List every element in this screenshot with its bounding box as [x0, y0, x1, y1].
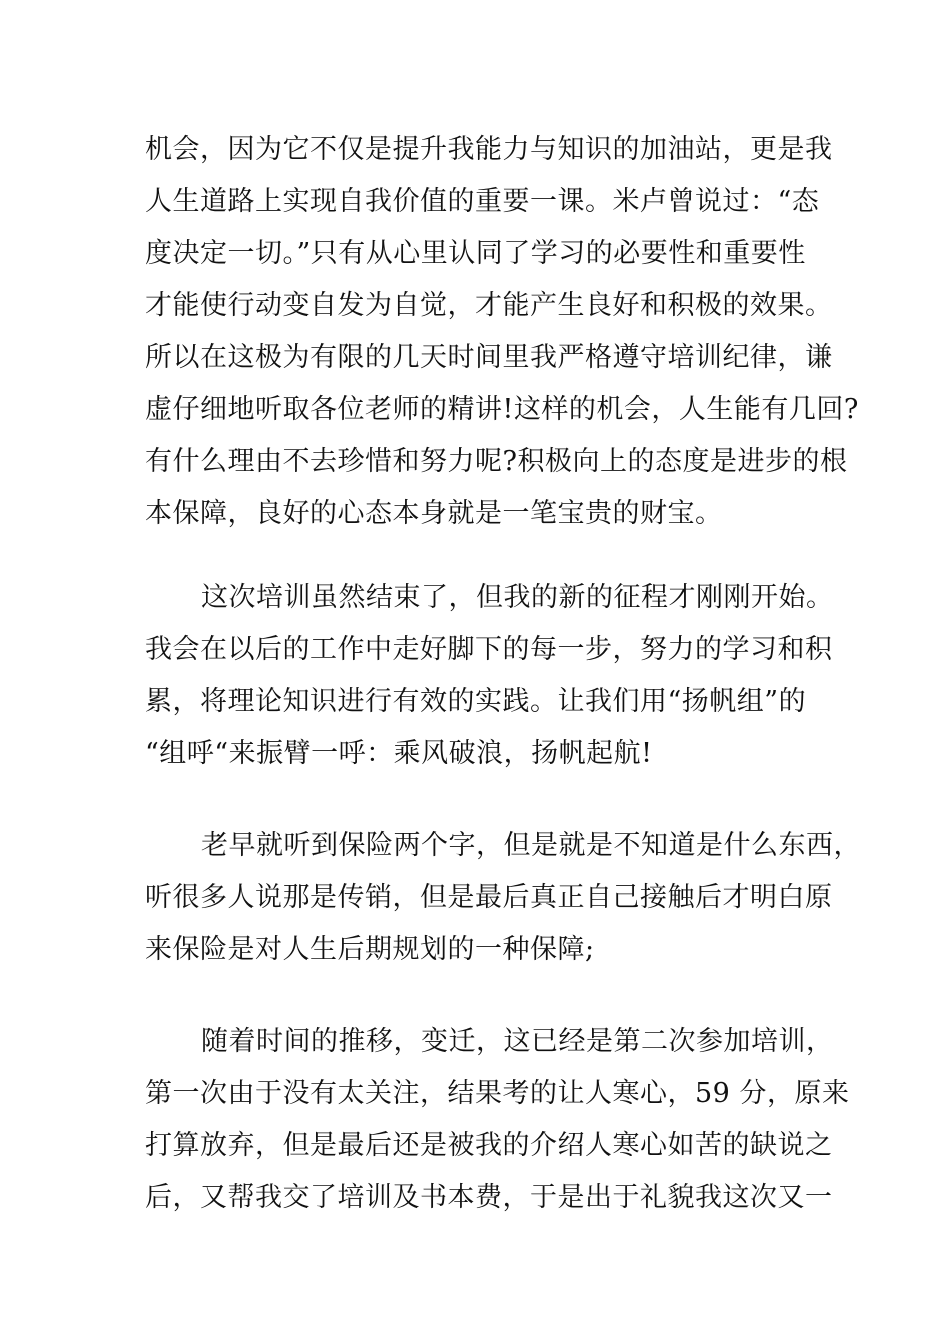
text-line: 后，又帮我交了培训及书本费，于是出于礼貌我这次又一: [145, 1182, 833, 1213]
text-line: 第一次由于没有太关注，结果考的让人寒心，59 分，原来: [145, 1078, 850, 1109]
text-line: 累，将理论知识进行有效的实践。让我们用“扬帆组”的: [145, 686, 807, 717]
text-line: 随着时间的推移，变迁，这已经是第二次参加培训，: [201, 1026, 834, 1057]
text-line: 听很多人说那是传销，但是最后真正自己接触后才明白原: [145, 882, 833, 913]
text-line: 虚仔细地听取各位老师的精讲!这样的机会，人生能有几回?: [145, 394, 859, 425]
text-line: 机会，因为它不仅是提升我能力与知识的加油站，更是我: [145, 134, 833, 165]
text-line: 老早就听到保险两个字，但是就是不知道是什么东西，: [201, 830, 861, 861]
text-line: 本保障，良好的心态本身就是一笔宝贵的财宝。: [145, 498, 723, 529]
text-line: 才能使行动变自发为自觉，才能产生良好和积极的效果。: [145, 290, 833, 321]
paragraph-new-journey: [145, 572, 834, 780]
text-line: 我会在以后的工作中走好脚下的每一步，努力的学习和积: [145, 634, 833, 665]
text-line: “组呼“来振臂一呼：乘风破浪，扬帆起航!: [145, 738, 653, 769]
text-line: 所以在这极为有限的几天时间里我严格遵守培训纪律，谦: [145, 342, 833, 373]
paragraph-attitude: [145, 124, 859, 540]
text-line: 有什么理由不去珍惜和努力呢?积极向上的态度是进步的根: [145, 446, 848, 477]
paragraph-insurance: [145, 820, 861, 976]
text-line: 打算放弃，但是最后还是被我的介绍人寒心如苦的缺说之: [145, 1130, 833, 1161]
text-line: 来保险是对人生后期规划的一种保障;: [145, 934, 595, 965]
text-line: 这次培训虽然结束了，但我的新的征程才刚刚开始。: [201, 582, 834, 613]
paragraph-second-training: [145, 1016, 850, 1224]
text-line: 度决定一切。”只有从心里认同了学习的必要性和重要性: [145, 238, 806, 269]
text-line: 人生道路上实现自我价值的重要一课。米卢曾说过：“态: [145, 186, 820, 217]
